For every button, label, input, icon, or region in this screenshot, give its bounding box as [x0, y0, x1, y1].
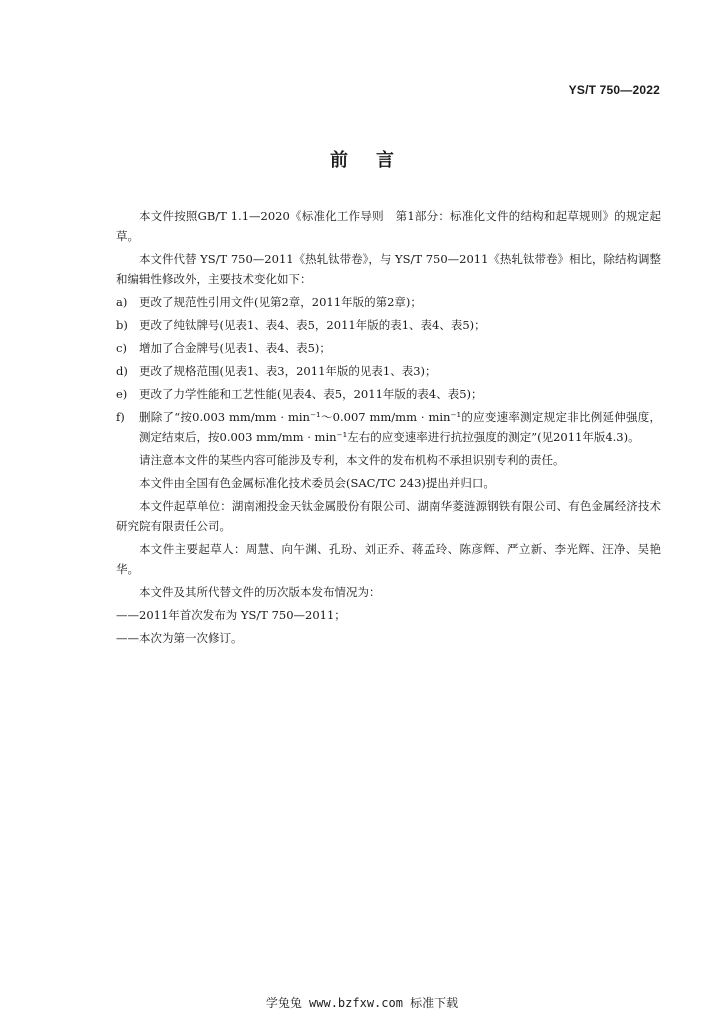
footer-watermark: 学兔兔 www.bzfxw.com 标准下载 [265, 996, 459, 1010]
list-marker: d) [116, 364, 128, 378]
standard-number: YS/T 750—2022 [568, 83, 660, 97]
paragraph-drafters: 本文件主要起草人：周慧、向午渊、孔玢、刘正乔、蒋孟玲、陈彦辉、严立新、李光辉、汪净、吴艳华。 [116, 542, 661, 576]
paragraph-history-intro: 本文件及其所代替文件的历次版本发布情况为： [139, 585, 381, 599]
paragraph-replacement: 本文件代替 YS/T 750—2011《热轧钛带卷》，与 YS/T 750—2011《热轧钛带卷》相比，除结构调整和编辑性修改外，主要技术变化如下： [116, 252, 661, 286]
paragraph-drafting-rules: 本文件按照GB/T 1.1—2020《标准化工作导则 第1部分：标准化文件的结构和起草规则》的规定起草。 [116, 209, 661, 243]
change-text: 更改了纯钛牌号(见表1、表4、表5，2011年版的表1、表4、表5)； [139, 318, 486, 332]
history-item: ——本次为第一次修订。 [116, 631, 243, 645]
change-item-d [116, 361, 661, 381]
foreword-body [116, 206, 661, 651]
paragraph-drafting-units: 本文件起草单位：湖南湘投金天钛金属股份有限公司、湖南华菱涟源钢铁有限公司、有色金属经济技术研究院有限责任公司。 [116, 499, 661, 533]
change-text: 更改了规范性引用文件(见第2章，2011年版的第2章)； [139, 295, 422, 309]
list-marker: e) [116, 387, 128, 401]
change-item-e [116, 384, 661, 404]
change-text: 删除了“按0.003 mm/mm · min⁻¹～0.007 mm/mm · min⁻¹的应变速率测定规定非比例延伸强度，测定结束后，按0.003 mm/mm · min⁻¹左右的应变速率进行抗拉强度的测定”(见2011年版4.3)。 [139, 410, 661, 444]
list-marker: c) [116, 341, 127, 355]
list-marker: b) [116, 318, 128, 332]
change-item-f [116, 407, 661, 447]
paragraph-proposer: 本文件由全国有色金属标准化技术委员会(SAC/TC 243)提出并归口。 [139, 476, 495, 490]
change-item-a [116, 292, 661, 312]
history-item: ——2011年首次发布为 YS/T 750—2011； [116, 608, 346, 622]
change-text: 更改了规格范围(见表1、表3，2011年版的见表1、表3)； [139, 364, 437, 378]
page-title: 前言 [330, 150, 422, 171]
list-marker: f) [116, 410, 125, 424]
change-text: 增加了合金牌号(见表1、表4、表5)； [139, 341, 331, 355]
list-marker: a) [116, 295, 128, 309]
change-item-b [116, 315, 661, 335]
change-text: 更改了力学性能和工艺性能(见表4、表5，2011年版的表4、表5)； [139, 387, 483, 401]
change-item-c [116, 338, 661, 358]
paragraph-patent-notice: 请注意本文件的某些内容可能涉及专利，本文件的发布机构不承担识别专利的责任。 [139, 453, 565, 467]
